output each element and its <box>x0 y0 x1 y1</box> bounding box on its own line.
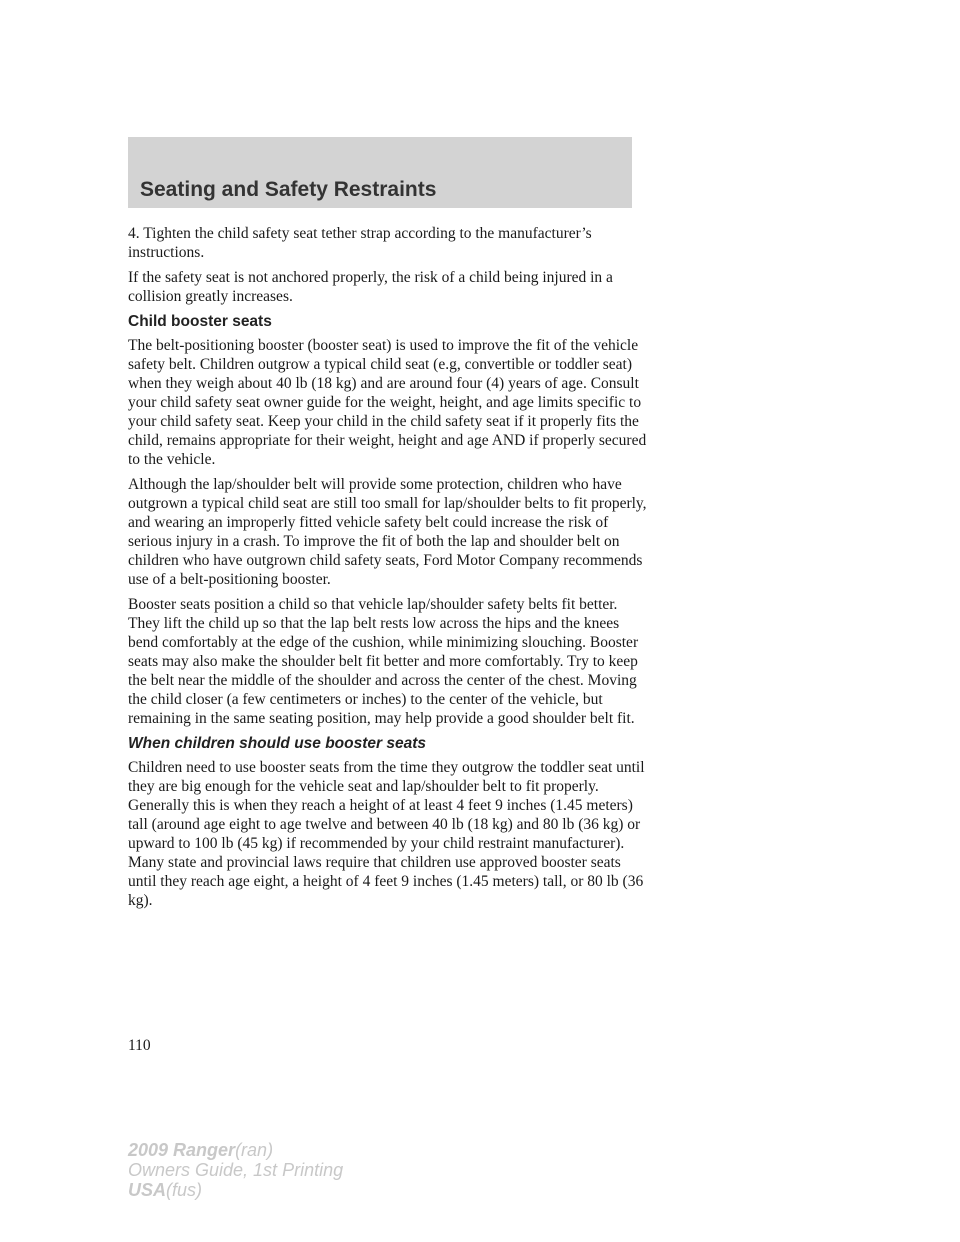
paragraph-booster-position: Booster seats position a child so that vehicle lap/shoulder safety belts fit better. They lift the child up so that the lap belt rests low across the hips and the knees bend comfortably at the edge of the cushion, while minimizing slouching. Booster seats may also make the shoulder belt fit better and more comfortably. Try to keep the belt near the middle of the shoulder and across the center of the chest. Moving the child closer (a few centimeters or inches) to the center of the vehicle, but remaining in the same seating position, may help provide a good shoulder belt fit. <box>128 596 639 727</box>
footer-line-model <box>128 1140 343 1160</box>
footer-line-printing: Owners Guide, 1st Printing <box>128 1160 344 1180</box>
footer-market: USA <box>128 1180 167 1200</box>
page-number: 110 <box>128 1037 151 1054</box>
page-content <box>128 224 648 916</box>
paragraph-when-use: Children need to use booster seats from the time they outgrow the toddler seat until they are big enough for the vehicle seat and lap/shoulder belt to fit properly. Generally this is when they reach a height of at least 4 feet 9 inches (1.45 meters) tall (around age eight to age twelve and between 40 lb (18 kg) and 80 lb (36 kg) or upward to 100 lb (45 kg) if recommended by your child restraint manufacturer). Many state and provincial laws require that children use approved booster seats until they reach age eight, a height of 4 feet 9 inches (1.45 meters) tall, or 80 lb (36 kg). <box>128 759 645 909</box>
footer-model: 2009 Ranger <box>128 1140 236 1160</box>
paragraph-lap-shoulder-belt: Although the lap/shoulder belt will provide some protection, children who have outgrown a typical child seat are still too small for lap/shoulder belts to fit properly, and wearing an improperly fitted vehicle safety belt could increase the risk of serious injury in a crash. To improve the fit of both the lap and shoulder belt on children who have outgrown child safety seats, Ford Motor Company recommends use of a belt-positioning booster. <box>128 476 647 588</box>
paragraph-booster-intro: The belt-positioning booster (booster seat) is used to improve the fit of the vehicle safety belt. Children outgrow a typical child seat (e.g, convertible or toddler seat) when they weigh about 40 lb (18 kg) and are around four (4) years of age. Consult your child safety seat owner guide for the weight, height, and age limits specific to your child safety seat. Keep your child in the child safety seat if it properly fits the child, remains appropriate for their weight, height and age AND if properly secured to the vehicle. <box>128 337 647 468</box>
footer-line-market <box>128 1180 343 1200</box>
section-title: Seating and Safety Restraints <box>140 178 437 201</box>
paragraph-anchor-warning: If the safety seat is not anchored properly, the risk of a child being injured in a collision greatly increases. <box>128 269 613 305</box>
footer-imprint <box>128 1140 343 1200</box>
footer-model-code: (ran) <box>235 1140 274 1160</box>
heading-when-use-booster: When children should use booster seats <box>128 735 426 752</box>
paragraph-tether-step: 4. Tighten the child safety seat tether strap according to the manufacturer’s instructions. <box>128 225 592 261</box>
heading-child-booster-seats: Child booster seats <box>128 313 272 330</box>
footer-market-code: (fus) <box>166 1180 203 1200</box>
